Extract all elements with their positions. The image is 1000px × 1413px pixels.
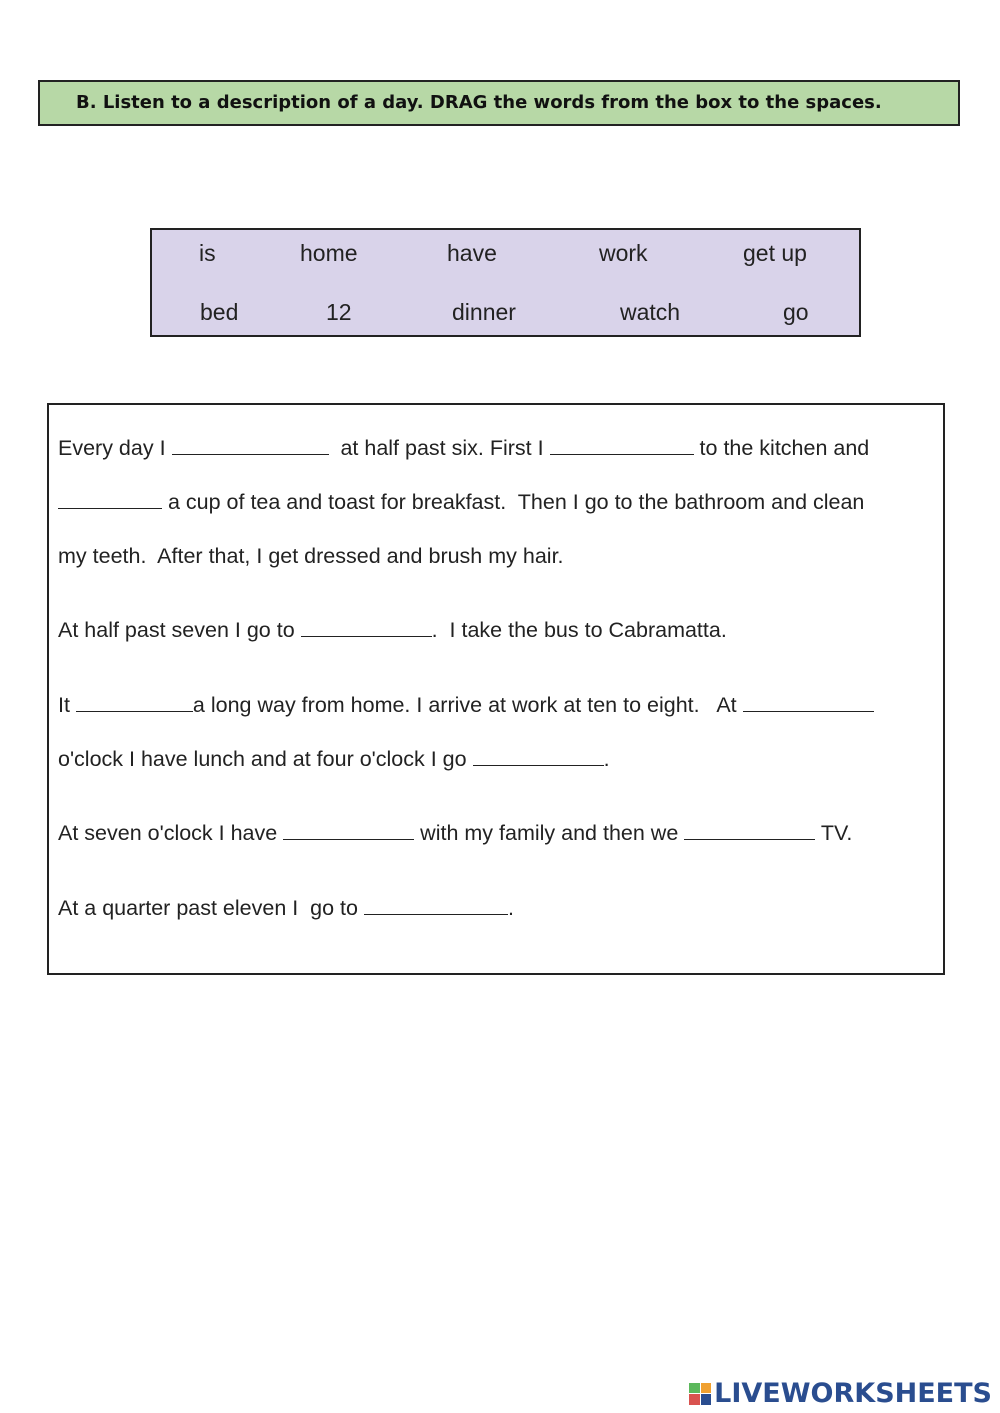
word-chip[interactable]: home xyxy=(300,240,358,266)
word-chip[interactable]: go xyxy=(783,299,809,325)
passage-text: At half past seven I go to xyxy=(58,618,301,642)
word-chip[interactable]: work xyxy=(599,240,648,266)
answer-blank-7[interactable] xyxy=(473,746,604,766)
answer-blank-2[interactable] xyxy=(550,435,694,455)
answer-blank-9[interactable] xyxy=(684,820,815,840)
passage-text: At a quarter past eleven I go to xyxy=(58,896,364,920)
passage-line xyxy=(58,617,727,643)
word-chip[interactable]: get up xyxy=(743,240,807,266)
answer-blank-5[interactable] xyxy=(76,692,193,712)
passage-line xyxy=(58,489,864,515)
instruction-text: B. Listen to a description of a day. DRAG the words from the box to the spaces. xyxy=(76,92,882,113)
instruction-banner xyxy=(38,80,960,126)
passage-box xyxy=(47,403,945,975)
passage-line xyxy=(58,895,514,921)
passage-text: Every day I xyxy=(58,436,172,460)
word-chip[interactable]: dinner xyxy=(452,299,516,325)
word-chip[interactable]: have xyxy=(447,240,497,266)
passage-line xyxy=(58,692,874,718)
answer-blank-1[interactable] xyxy=(172,435,329,455)
passage-text: with my family and then we xyxy=(414,821,685,845)
liveworksheets-logo xyxy=(689,1378,992,1409)
answer-blank-6[interactable] xyxy=(743,692,874,712)
passage-text: TV. xyxy=(815,821,853,845)
answer-blank-4[interactable] xyxy=(301,617,432,637)
passage-text: to the kitchen and xyxy=(693,436,870,460)
passage-text: at half past six. First I xyxy=(328,436,550,460)
answer-blank-8[interactable] xyxy=(283,820,414,840)
passage-text: a long way from home. I arrive at work at ten to eight. At xyxy=(192,693,743,717)
word-bank xyxy=(150,228,861,337)
word-chip[interactable]: bed xyxy=(200,299,239,325)
passage-text: o'clock I have lunch and at four o'clock I go xyxy=(58,747,473,771)
passage-line xyxy=(58,820,852,846)
passage-text: It xyxy=(58,693,76,717)
answer-blank-10[interactable] xyxy=(364,895,508,915)
passage-text: . xyxy=(603,747,610,771)
passage-text: . xyxy=(507,896,514,920)
passage-line xyxy=(58,435,869,461)
passage-text: At seven o'clock I have xyxy=(58,821,284,845)
passage-line xyxy=(58,746,610,772)
liveworksheets-logo-icon xyxy=(689,1383,711,1405)
passage-text: a cup of tea and toast for breakfast. Then I go to the bathroom and clean xyxy=(162,490,865,514)
answer-blank-3[interactable] xyxy=(58,489,162,509)
logo-text: LIVEWORKSHEETS xyxy=(714,1378,992,1409)
word-chip[interactable]: 12 xyxy=(326,299,352,325)
word-chip[interactable]: is xyxy=(199,240,216,266)
passage-text: . I take the bus to Cabramatta. xyxy=(431,618,727,642)
passage-line: my teeth. After that, I get dressed and brush my hair. xyxy=(58,544,564,568)
word-chip[interactable]: watch xyxy=(620,299,681,325)
